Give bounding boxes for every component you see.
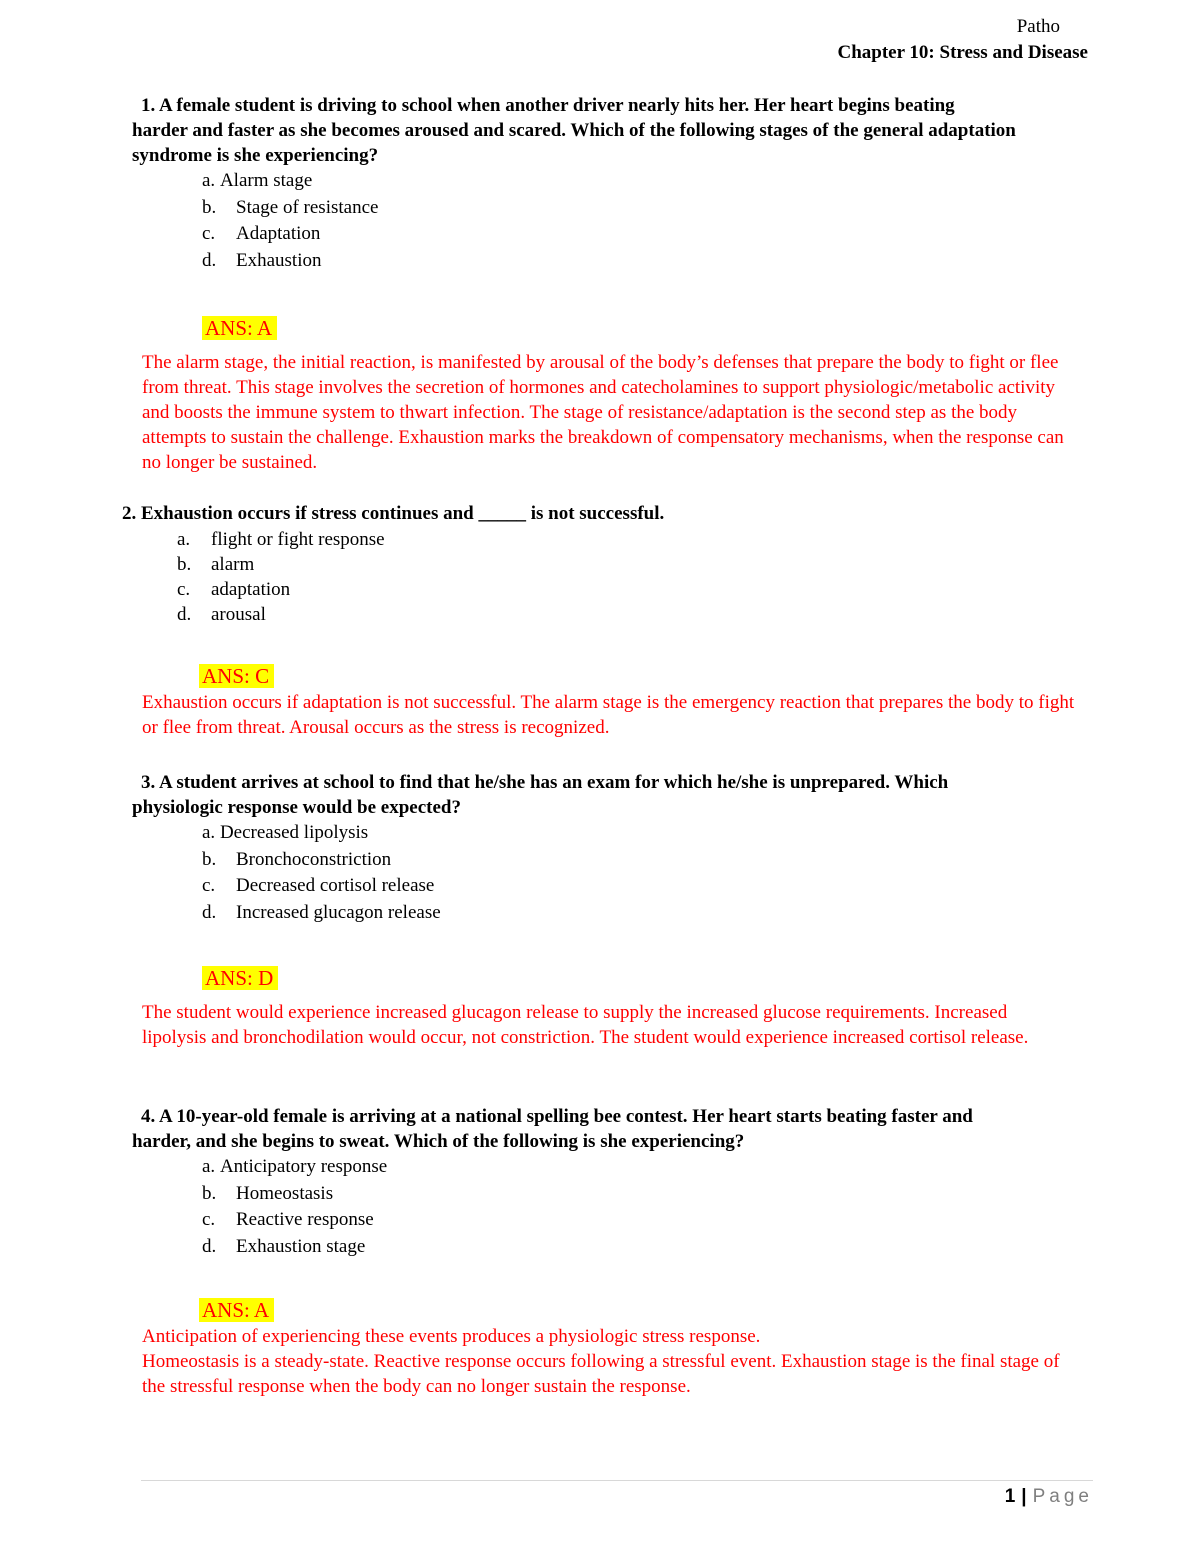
answer-badge: ANS: C	[199, 664, 274, 688]
answer-explanation: Exhaustion occurs if adaptation is not successful. The alarm stage is the emergency reaction that prepares the body to fight or flee from threat. Arousal occurs as the stress is recognized.	[142, 692, 1075, 738]
question-2	[0, 501, 1200, 740]
option-b: b. Homeostasis	[202, 1182, 334, 1204]
question-1	[0, 93, 1200, 475]
answer-line	[0, 662, 1200, 690]
question-text	[0, 770, 1200, 820]
answer-options	[0, 820, 1200, 926]
page-header	[837, 14, 1088, 66]
option-c: c. Reactive response	[202, 1209, 374, 1231]
question-text	[0, 501, 1200, 526]
question-4	[0, 1104, 1200, 1399]
question-text-rest: harder, and she begins to sweat. Which of the following is she experiencing?	[132, 1131, 745, 1152]
question-3	[0, 770, 1200, 1050]
footer-divider	[141, 1480, 1093, 1481]
answer-options	[0, 168, 1200, 274]
answer-options	[0, 1154, 1200, 1260]
option-d: d. Exhaustion stage	[202, 1235, 366, 1257]
option-b: b. Stage of resistance	[202, 196, 379, 218]
answer-explanation: The alarm stage, the initial reaction, is manifested by arousal of the body’s defenses that prepare the body to fight or flee from threat. This stage involves the secretion of hormones and catecholamines to support physiologic/metabolic activity and boosts the immune system to thwart infection. The stage of resistance/adaptation is the second step as the body attempts to sustain the challenge. Exhaustion marks the breakdown of compensatory mechanisms, when the response can no longer be sustained.	[142, 352, 1064, 474]
option-a: a. Alarm stage	[202, 170, 313, 191]
header-chapter-title: Chapter 10: Stress and Disease	[837, 42, 1088, 63]
option-b: b. Bronchoconstriction	[202, 848, 392, 870]
footer-separator: |	[1021, 1486, 1027, 1507]
question-text-line1: 1. A female student is driving to school when another driver nearly hits her. Her heart begins beating	[141, 95, 955, 116]
option-b: b. alarm	[177, 554, 255, 575]
answer-explanation-continued: Homeostasis is a steady-state. Reactive response occurs following a stressful event. Exhaustion stage is the final stage of the stressful response when the body can no longer sustain the response.	[142, 1351, 1060, 1398]
answer-badge: ANS: D	[202, 966, 278, 990]
option-c: c. adaptation	[177, 579, 291, 600]
question-text-line1: 2. Exhaustion occurs if stress continues and _____ is not successful.	[122, 503, 665, 524]
answer-line	[0, 964, 1200, 992]
question-text-rest: physiologic response would be expected?	[132, 797, 462, 818]
question-text	[0, 1104, 1200, 1154]
question-text	[0, 93, 1200, 168]
answer-badge: ANS: A	[202, 316, 277, 340]
page-footer	[1005, 1486, 1093, 1508]
answer-explanation: Anticipation of experiencing these events produces a physiologic stress response.	[142, 1326, 761, 1348]
answer-explanation: The student would experience increased glucagon release to supply the increased glucose requirements. Increased lipolysis and bronchodilation would occur, not constriction. The student would experience increased cortisol release.	[142, 1002, 1029, 1049]
option-c: c. Adaptation	[202, 223, 321, 245]
page-number: 1	[1004, 1486, 1016, 1507]
page-label: Page	[1032, 1486, 1093, 1507]
option-a: a. flight or fight response	[177, 529, 385, 550]
option-a: a. Anticipatory response	[202, 1156, 388, 1177]
option-c: c. Decreased cortisol release	[202, 875, 435, 897]
question-text-line1: 4. A 10-year-old female is arriving at a national spelling bee contest. Her heart starts beating faster and	[141, 1106, 973, 1127]
answer-line	[0, 314, 1200, 342]
option-d: d. Increased glucagon release	[202, 901, 441, 923]
answer-badge: ANS: A	[199, 1298, 274, 1322]
option-d: d. arousal	[177, 604, 266, 625]
question-text-rest: harder and faster as she becomes aroused and scared. Which of the following stages of the general adaptation syndrome is she experiencing?	[132, 120, 1016, 166]
header-subject: Patho	[1016, 16, 1060, 37]
question-text-line1: 3. A student arrives at school to find that he/she has an exam for which he/she is unprepared. Which	[141, 772, 949, 793]
option-a: a. Decreased lipolysis	[202, 822, 369, 843]
answer-line	[0, 1296, 1200, 1324]
answer-options	[0, 527, 1200, 627]
option-d: d. Exhaustion	[202, 249, 322, 271]
